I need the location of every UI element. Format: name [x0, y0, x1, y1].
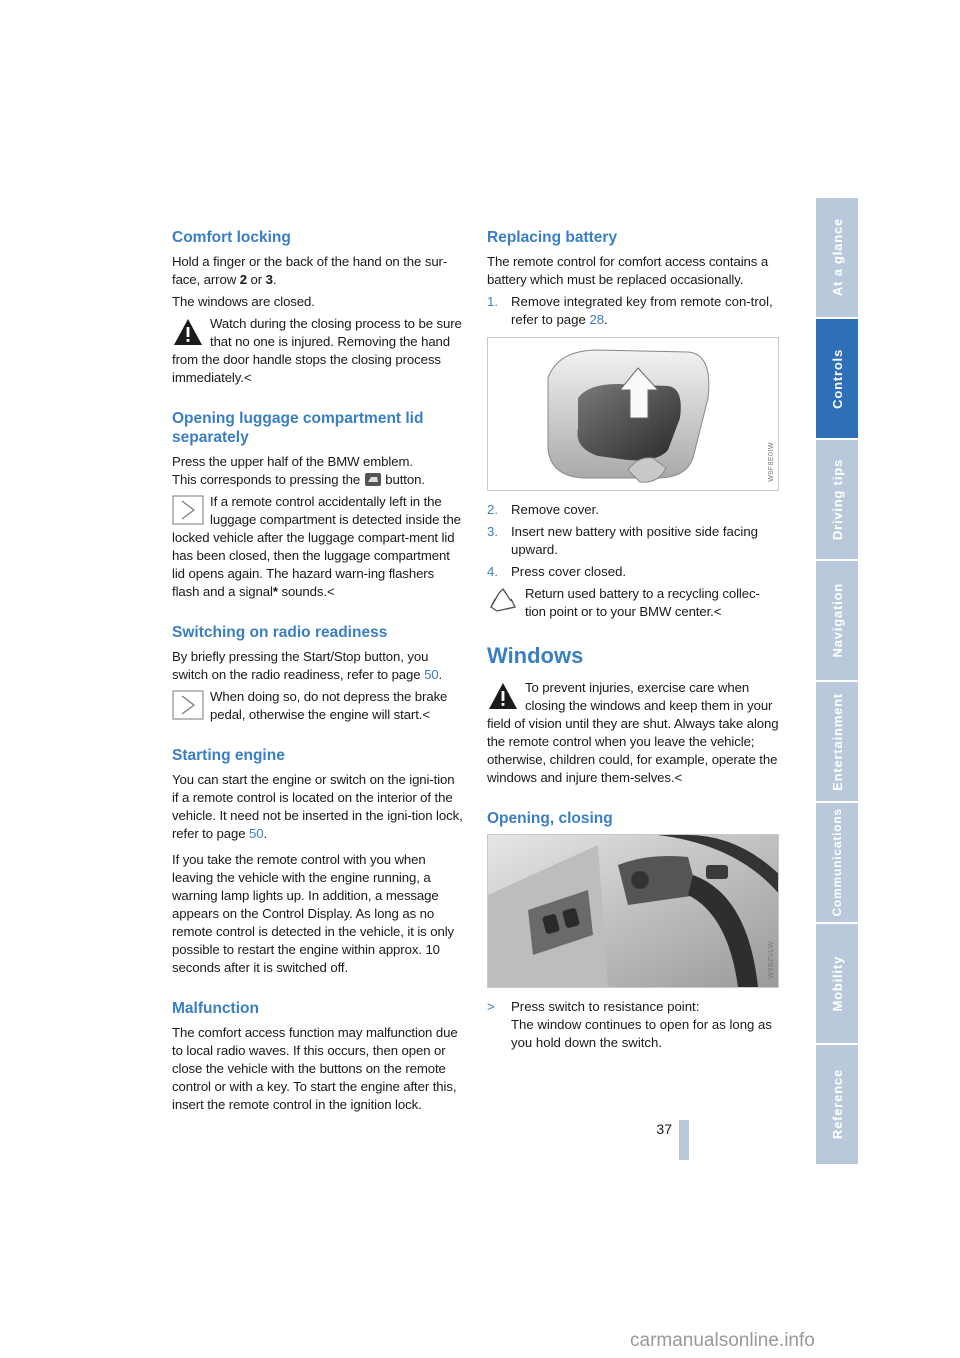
warning-triangle-icon — [172, 317, 204, 347]
remote-key-illustration — [488, 338, 779, 490]
info-note-luggage: If a remote control accidentally left in the luggage compartment is detected inside the locked vehicle after the luggage compart-ment lid has been closed, then the luggage compartment lid opens again. The hazard warn-ing flashers flash and a signal* sounds.< — [172, 494, 461, 599]
door-panel-illustration — [488, 835, 779, 987]
step-2: 2. Remove cover. — [487, 502, 599, 517]
heading-radio-readiness: Switching on radio readiness — [172, 624, 388, 641]
right-column — [487, 228, 779, 1056]
opening-steps — [487, 998, 779, 1052]
starting-text-2: If you take the remote control with you when leaving the vehicle with the engine running, a warning lamp lights up. In addition, a message appears on the Control Display. As long as no remote control is detected in the vehicle, it is only possible to restart the engine within approx. 10 seconds after it is switched off. — [172, 852, 455, 975]
info-note-icon — [172, 495, 204, 525]
tab-entertainment[interactable]: Entertainment — [816, 682, 858, 801]
page-link-50[interactable]: 50 — [249, 826, 264, 841]
chapter-tabs — [816, 198, 858, 1166]
info-note-radio: When doing so, do not depress the brake pedal, otherwise the engine will start.< — [172, 688, 464, 724]
trunk-button-icon — [365, 473, 381, 486]
remote-control-figure — [487, 337, 779, 491]
tab-controls[interactable]: Controls — [816, 319, 858, 438]
page-marker-bar — [679, 1120, 689, 1160]
bullet-press-switch: > Press switch to resistance point: The window continues to open for as long as you hold down the switch. — [487, 999, 772, 1050]
tab-driving-tips[interactable]: Driving tips — [816, 440, 858, 559]
tab-at-a-glance[interactable]: At a glance — [816, 198, 858, 317]
comfort-locking-text: Hold a finger or the back of the hand on the sur-face, arrow 2 or 3. — [172, 254, 448, 287]
figure-code: W9BZVLW — [768, 941, 775, 979]
step-3: 3. Insert new battery with positive side facing upward. — [487, 524, 759, 557]
starting-text-1: You can start the engine or switch on the igni-tion if a remote control is located on the interior of the vehicle. It need not be inserted in the igni-tion lock, refer to page 50. — [172, 772, 463, 841]
heading-comfort-locking: Comfort locking — [172, 229, 291, 246]
heading-starting-engine: Starting engine — [172, 747, 285, 764]
radio-text: By briefly pressing the Start/Stop button, you switch on the radio readiness, refer to page 50. — [172, 649, 443, 682]
heading-windows: Windows — [487, 643, 584, 668]
page-link-50[interactable]: 50 — [424, 667, 439, 682]
left-column — [172, 228, 464, 1118]
figure-code: W9F8E0IW — [768, 442, 775, 482]
warning-triangle-icon — [487, 681, 519, 711]
page-number: 37 — [656, 1121, 672, 1137]
recycle-note: Return used battery to a recycling collec-tion point or to your BMW center.< — [487, 585, 779, 621]
luggage-text-2: This corresponds to pressing the button. — [172, 472, 425, 487]
tab-communications[interactable]: Communications — [816, 803, 858, 922]
heading-luggage: Opening luggage compartment lid separately — [172, 410, 424, 446]
window-switch-figure — [487, 834, 779, 988]
step-1: 1. Remove integrated key from remote con-trol, refer to page 28. — [487, 294, 773, 327]
footer-watermark: carmanualsonline.info — [630, 1330, 815, 1351]
tab-navigation[interactable]: Navigation — [816, 561, 858, 680]
heading-opening-closing: Opening, closing — [487, 810, 613, 827]
recycle-icon — [487, 587, 519, 617]
tab-reference[interactable]: Reference — [816, 1045, 858, 1164]
heading-malfunction: Malfunction — [172, 1000, 259, 1017]
page-link-28[interactable]: 28 — [589, 312, 605, 327]
step-4: 4. Press cover closed. — [487, 564, 627, 579]
warning-note: Watch during the closing process to be sure that no one is injured. Removing the hand from the door handle stops the closing process immediately.< — [172, 316, 462, 385]
battery-steps — [487, 293, 779, 329]
malfunction-text: The comfort access function may malfunction due to local radio waves. If this occurs, then open or close the vehicle with the buttons on the remote control or with a key. To start the engine after this, insert the remote control in the ignition lock. — [172, 1025, 458, 1112]
heading-replacing-battery: Replacing battery — [487, 229, 618, 246]
battery-steps-continued — [487, 501, 779, 581]
tab-mobility[interactable]: Mobility — [816, 924, 858, 1043]
windows-warning-note: To prevent injuries, exercise care when closing the windows and keep them in your field of vision until they are shut. Always take along the remote control when you leave the vehicle; otherwise, children could, for example, operate the windows and injure them-selves.< — [487, 680, 779, 785]
battery-text: The remote control for comfort access contains a battery which must be replaced occasionally. — [487, 254, 769, 287]
windows-closed-text: The windows are closed. — [172, 294, 315, 309]
info-note-icon — [172, 690, 204, 720]
luggage-text-1: Press the upper half of the BMW emblem. — [172, 454, 413, 469]
